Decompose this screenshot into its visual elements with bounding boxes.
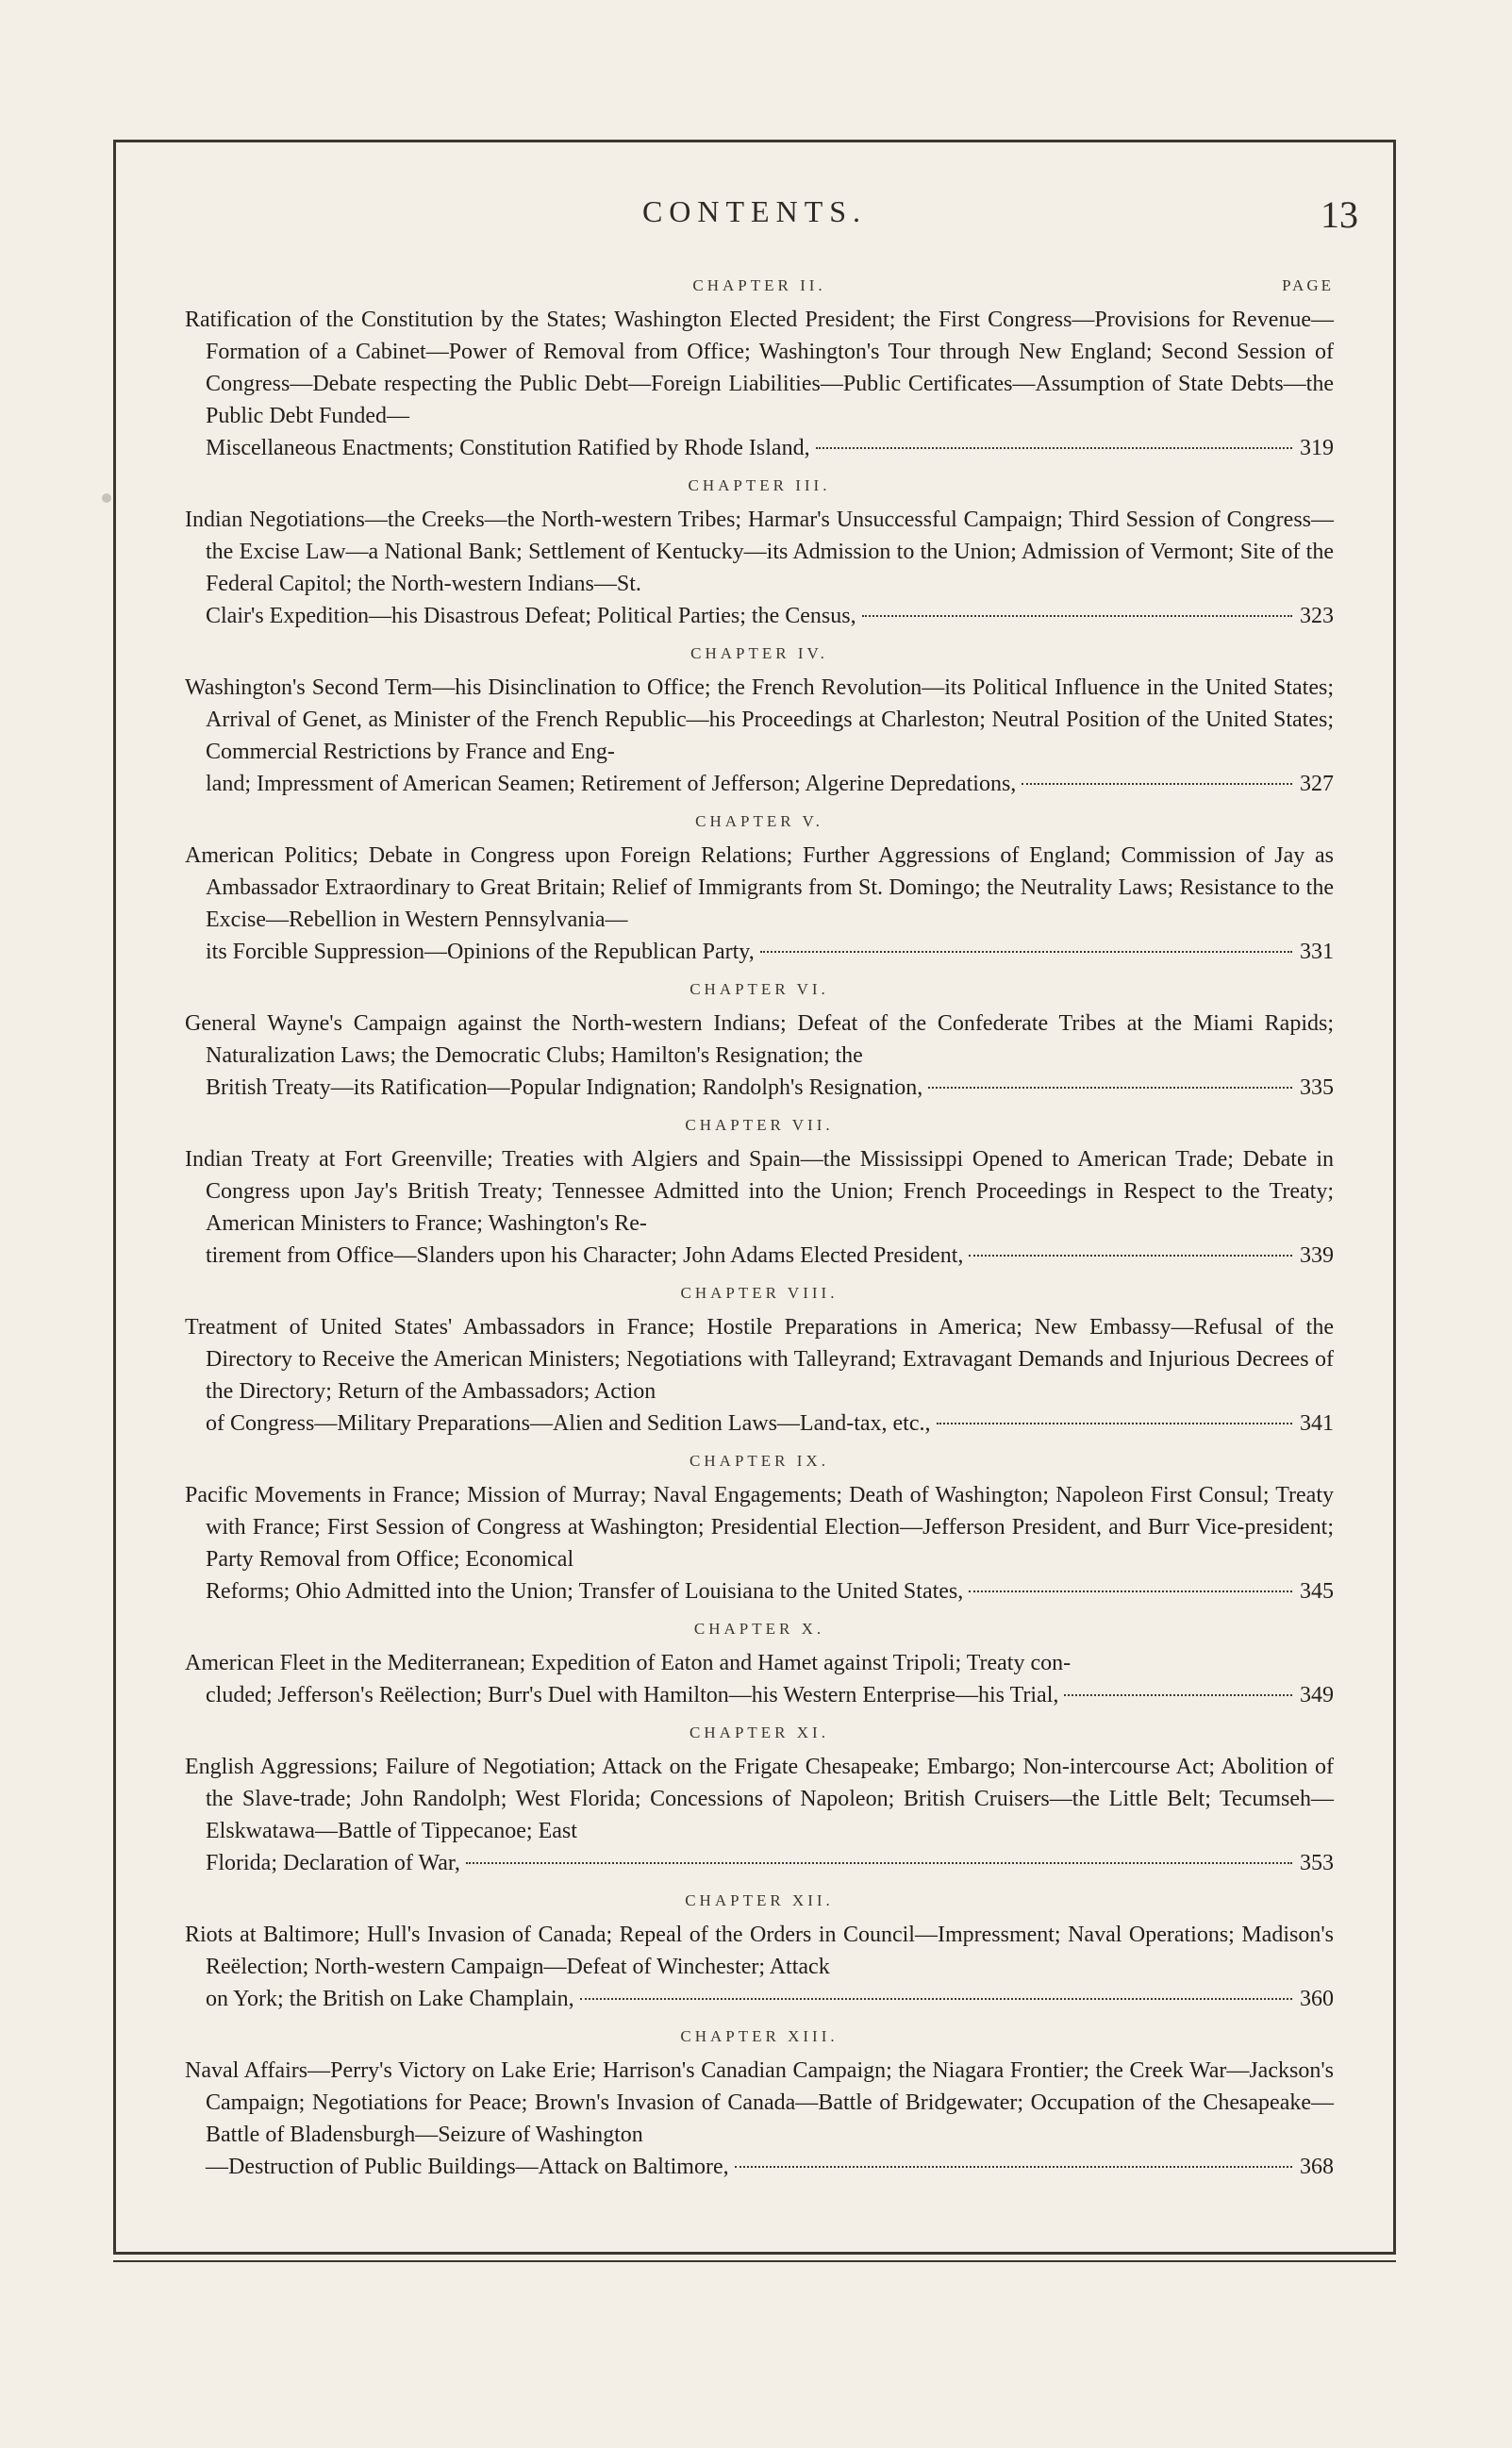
paper-spot bbox=[102, 493, 111, 503]
chapter-summary-last-line bbox=[185, 1575, 1334, 1607]
chapter-summary-end: land; Impressment of American Seamen; Retirement of Jefferson; Algerine Depredations, bbox=[206, 772, 1017, 796]
chapter-page-number: 345 bbox=[1300, 1579, 1334, 1604]
chapter-page-number: 349 bbox=[1300, 1683, 1334, 1707]
dot-leader bbox=[735, 2166, 1292, 2168]
chapter-page-number: 323 bbox=[1300, 604, 1334, 628]
chapter-summary-end: British Treaty—its Ratification—Popular Indignation; Randolph's Resignation, bbox=[206, 1075, 923, 1100]
chapter-summary-end: Florida; Declaration of War, bbox=[206, 1851, 460, 1875]
chapter-page-number: 360 bbox=[1300, 1987, 1334, 2011]
chapter-summary: Riots at Baltimore; Hull's Invasion of Canada; Repeal of the Orders in Council—Impressment; Naval Operations; Madison's Reëlection; North-western Campaign—Defeat of Winchester; Attack bbox=[185, 1923, 1334, 1979]
chapter-summary: Treatment of United States' Ambassadors in France; Hostile Preparations in America; New Embassy—Refusal of the Directory to Receive the American Ministers; Negotiations with Talleyrand; Extravagant Demands and Injurious Decrees of the Directory; Return of the Ambassadors; Action bbox=[185, 1315, 1334, 1404]
chapter-summary-end: cluded; Jefferson's Reëlection; Burr's Duel with Hamilton—his Western Enterprise—his Trial, bbox=[206, 1683, 1059, 1707]
chapter-heading-row bbox=[185, 1889, 1334, 1915]
chapter-page-number: 327 bbox=[1300, 772, 1334, 796]
chapter-summary-last-line bbox=[185, 768, 1334, 800]
chapter-entry bbox=[185, 1113, 1334, 1272]
chapter-label: CHAPTER VIII. bbox=[680, 1284, 839, 1302]
chapter-summary-end: tirement from Office—Slanders upon his Character; John Adams Elected President, bbox=[206, 1243, 964, 1268]
page-column-label: PAGE bbox=[1282, 276, 1334, 294]
chapter-label: CHAPTER IX. bbox=[690, 1452, 829, 1470]
chapter-summary-end: Clair's Expedition—his Disastrous Defeat; Political Parties; the Census, bbox=[206, 604, 856, 628]
dot-leader bbox=[862, 615, 1292, 617]
chapter-label: CHAPTER XIII. bbox=[680, 2027, 839, 2045]
contents-list bbox=[185, 274, 1334, 2192]
chapter-label: CHAPTER VII. bbox=[685, 1116, 834, 1134]
chapter-summary-last-line bbox=[185, 1847, 1334, 1879]
chapter-entry bbox=[185, 977, 1334, 1104]
chapter-heading-row bbox=[185, 1449, 1334, 1475]
chapter-entry bbox=[185, 1721, 1334, 1879]
chapter-label: CHAPTER II. bbox=[692, 276, 826, 294]
chapter-heading-row bbox=[185, 1721, 1334, 1747]
chapter-summary-last-line bbox=[185, 936, 1334, 968]
dot-leader bbox=[937, 1423, 1292, 1424]
chapter-summary: Washington's Second Term—his Disinclination to Office; the French Revolution—its Political Influence in the United States; Arrival of Genet, as Minister of the French Republic—his Proceedings at Charleston; Neutral Position of the United States; Commercial Restrictions by France and Eng- bbox=[185, 675, 1334, 764]
chapter-heading-row bbox=[185, 2024, 1334, 2051]
chapter-summary: Indian Negotiations—the Creeks—the North-western Tribes; Harmar's Unsuccessful Campaign; Third Session of Congress—the Excise Law—a National Bank; Settlement of Kentucky—its Admission to the Union; Admission of Vermont; Site of the Federal Capitol; the North-western Indians—St. bbox=[185, 508, 1334, 596]
chapter-page-number: 331 bbox=[1300, 940, 1334, 964]
chapter-heading-row bbox=[185, 474, 1334, 500]
chapter-heading-row bbox=[185, 274, 1334, 300]
chapter-page-number: 353 bbox=[1300, 1851, 1334, 1875]
chapter-entry bbox=[185, 809, 1334, 968]
chapter-label: CHAPTER III. bbox=[688, 476, 831, 494]
chapter-summary: Pacific Movements in France; Mission of Murray; Naval Engagements; Death of Washington; Napoleon First Consul; Treaty with France; First Session of Congress at Washington; Presidential Election—Jefferson President, and Burr Vice-president; Party Removal from Office; Economical bbox=[185, 1483, 1334, 1572]
dot-leader bbox=[816, 447, 1292, 449]
chapter-entry bbox=[185, 474, 1334, 632]
chapter-label: CHAPTER X. bbox=[693, 1620, 825, 1638]
page-title: CONTENTS. bbox=[641, 194, 868, 228]
chapter-summary-end: its Forcible Suppression—Opinions of the Republican Party, bbox=[206, 940, 755, 964]
chapter-entry bbox=[185, 1617, 1334, 1711]
chapter-heading-row bbox=[185, 1617, 1334, 1643]
chapter-summary-last-line bbox=[185, 432, 1334, 464]
dot-leader bbox=[969, 1255, 1292, 1257]
chapter-summary-last-line bbox=[185, 600, 1334, 632]
chapter-heading-row bbox=[185, 1113, 1334, 1140]
chapter-entry bbox=[185, 1449, 1334, 1607]
chapter-entry bbox=[185, 641, 1334, 800]
page-border-bottom-rule bbox=[113, 2260, 1396, 2262]
chapter-entry bbox=[185, 1889, 1334, 2015]
chapter-summary: Naval Affairs—Perry's Victory on Lake Erie; Harrison's Canadian Campaign; the Niagara Frontier; the Creek War—Jackson's Campaign; Negotiations for Peace; Brown's Invasion of Canada—Battle of Bridgewater; Occupation of the Chesapeake—Battle of Bladensburgh—Seizure of Washington bbox=[185, 2058, 1334, 2147]
chapter-summary: American Politics; Debate in Congress upon Foreign Relations; Further Aggressions of England; Commission of Jay as Ambassador Extraordinary to Great Britain; Relief of Immigrants from St. Domingo; the Neutrality Laws; Resistance to the Excise—Rebellion in Western Pennsylvania— bbox=[185, 843, 1334, 932]
chapter-page-number: 339 bbox=[1300, 1243, 1334, 1268]
chapter-page-number: 368 bbox=[1300, 2155, 1334, 2179]
chapter-summary-end: on York; the British on Lake Champlain, bbox=[206, 1987, 574, 2011]
chapter-summary: Ratification of the Constitution by the States; Washington Elected President; the First Congress—Provisions for Revenue—Formation of a Cabinet—Power of Removal from Office; Washington's Tour through New England; Second Session of Congress—Debate respecting the Public Debt—Foreign Liabilities—Public Certificates—Assumption of State Debts—the Public Debt Funded— bbox=[185, 308, 1334, 428]
chapter-page-number: 341 bbox=[1300, 1411, 1334, 1436]
chapter-summary-last-line bbox=[185, 2151, 1334, 2183]
chapter-label: CHAPTER IV. bbox=[690, 644, 828, 662]
dot-leader bbox=[580, 1998, 1292, 2000]
dot-leader bbox=[969, 1590, 1292, 1592]
chapter-summary-last-line bbox=[185, 1240, 1334, 1272]
chapter-page-number: 319 bbox=[1300, 436, 1334, 460]
chapter-summary: Indian Treaty at Fort Greenville; Treaties with Algiers and Spain—the Mississippi Opened to American Trade; Debate in Congress upon Jay's British Treaty; Tennessee Admitted into the Union; French Proceedings in Respect to the Treaty; American Ministers to France; Washington's Re- bbox=[185, 1147, 1334, 1236]
chapter-summary: English Aggressions; Failure of Negotiation; Attack on the Frigate Chesapeake; Embargo; Non-intercourse Act; Abolition of the Slave-trade; John Randolph; West Florida; Concessions of Napoleon; British Cruisers—the Little Belt; Tecumseh—Elskwatawa—Battle of Tippecanoe; East bbox=[185, 1755, 1334, 1843]
chapter-heading-row bbox=[185, 977, 1334, 1004]
dot-leader bbox=[1064, 1694, 1292, 1696]
chapter-summary: American Fleet in the Mediterranean; Expedition of Eaton and Hamet against Tripoli; Treaty con- bbox=[185, 1651, 1072, 1675]
chapter-entry bbox=[185, 1281, 1334, 1440]
dot-leader bbox=[760, 951, 1292, 953]
chapter-summary-end: Miscellaneous Enactments; Constitution Ratified by Rhode Island, bbox=[206, 436, 810, 460]
dot-leader bbox=[466, 1862, 1292, 1864]
chapter-heading-row bbox=[185, 1281, 1334, 1307]
chapter-summary-last-line bbox=[185, 1679, 1334, 1711]
chapter-summary-end: Reforms; Ohio Admitted into the Union; Transfer of Louisiana to the United States, bbox=[206, 1579, 964, 1604]
chapter-entry bbox=[185, 2024, 1334, 2183]
running-header bbox=[113, 189, 1396, 245]
page-number: 13 bbox=[1321, 193, 1358, 236]
chapter-summary: General Wayne's Campaign against the North-western Indians; Defeat of the Confederate Tribes at the Miami Rapids; Naturalization Laws; the Democratic Clubs; Hamilton's Resignation; the bbox=[185, 1011, 1334, 1068]
chapter-summary-last-line bbox=[185, 1072, 1334, 1104]
chapter-summary-end: —Destruction of Public Buildings—Attack on Baltimore, bbox=[206, 2155, 729, 2179]
chapter-label: CHAPTER VI. bbox=[690, 980, 829, 998]
chapter-page-number: 335 bbox=[1300, 1075, 1334, 1100]
chapter-summary-last-line bbox=[185, 1407, 1334, 1440]
chapter-summary-last-line bbox=[185, 1983, 1334, 2015]
chapter-heading-row bbox=[185, 809, 1334, 836]
chapter-label: CHAPTER V. bbox=[695, 812, 823, 830]
dot-leader bbox=[1022, 783, 1292, 785]
chapter-heading-row bbox=[185, 641, 1334, 668]
chapter-label: CHAPTER XII. bbox=[685, 1891, 834, 1909]
chapter-label: CHAPTER XI. bbox=[690, 1724, 829, 1741]
dot-leader bbox=[928, 1087, 1292, 1089]
chapter-entry bbox=[185, 274, 1334, 464]
chapter-summary-end: of Congress—Military Preparations—Alien and Sedition Laws—Land-tax, etc., bbox=[206, 1411, 931, 1436]
